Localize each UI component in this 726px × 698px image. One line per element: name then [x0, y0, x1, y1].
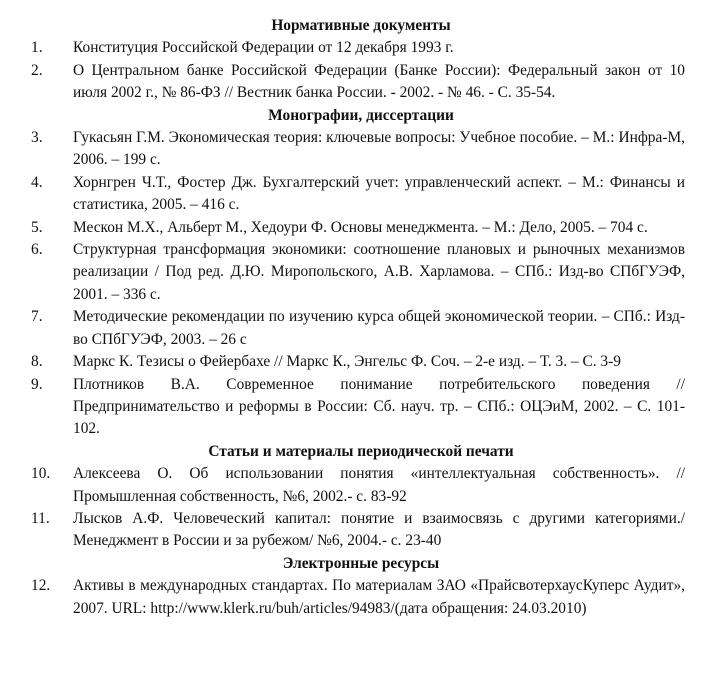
list-item: [0, 351, 685, 373]
list-item: [0, 217, 685, 239]
item-text: Активы в международных стандартах. По материалам ЗАО «ПрайсвотерхаусКуперс Аудит», 2007. URL: http://www.klerk.ru/buh/articles/94983/(дата обращения: 24.03.2010): [73, 577, 685, 617]
item-text: О Центральном банке Российской Федерации (Банке России): Федеральный закон от 10 июля 2002 г., № 86-ФЗ // Вестник банка России. - 2002. - № 46. - С. 35-54.: [73, 61, 685, 102]
item-number: 8.: [31, 353, 43, 371]
item-number: 9.: [31, 375, 43, 393]
list-item: [0, 306, 685, 351]
item-number: 6.: [31, 241, 43, 259]
item-text: Хорнгрен Ч.Т., Фостер Дж. Бухгалтерский учет: управленческий аспект. – М.: Финансы и статистика, 2005. – 416 с.: [73, 173, 685, 214]
list-item: [0, 575, 685, 620]
item-text: Алексеева О. Об использовании понятия «интеллектуальная собственность». // Промышленная собственность, №6, 2002.- с. 83-92: [73, 465, 685, 505]
list-item: [0, 127, 685, 172]
item-number: 3.: [31, 129, 43, 147]
section-heading-monographs: Монографии, диссертации: [268, 106, 454, 124]
list-item: [0, 374, 685, 441]
item-number: 4.: [31, 173, 43, 191]
item-number: 1.: [31, 39, 43, 57]
item-number: 7.: [31, 308, 43, 326]
list-item: [0, 172, 685, 217]
item-number: 2.: [31, 61, 43, 79]
item-number: 10.: [31, 465, 51, 483]
item-text: Маркс К. Тезисы о Фейербахе // Маркс К., Энгельс Ф. Соч. – 2-е изд. – Т. 3. – С. 3-9: [73, 353, 621, 371]
item-text: Методические рекомендации по изучению курса общей экономической теории. – СПб.: Изд-во СПбГУЭФ, 2003. – 26 с: [73, 308, 685, 348]
section-heading-periodicals: Статьи и материалы периодической печати: [208, 442, 514, 460]
section-heading-electronic: Электронные ресурсы: [282, 554, 440, 572]
item-number: 11.: [31, 509, 50, 527]
item-text: Структурная трансформация экономики: соотношение плановых и рыночных механизмов реализации / Под ред. Д.Ю. Миропольского, А.В. Харламова. – СПб.: Изд-во СПбГУЭФ, 2001. – 336 с.: [73, 241, 685, 303]
item-text: Мескон М.Х., Альберт М., Хедоури Ф. Основы менеджмента. – М.: Дело, 2005. – 704 с.: [73, 218, 648, 236]
list-item: [0, 60, 685, 105]
list-item: [0, 239, 685, 306]
item-text: Плотников В.А. Современное понимание потребительского поведения // Предпринимательство и реформы в России: Сб. науч. тр. – СПб.: ОЦЭиМ, 2002. – С. 101-102.: [73, 375, 685, 438]
item-text: Лысков А.Ф. Человеческий капитал: понятие и взаимосвязь с другими категориями./ Менеджмент в России и за рубежом/ №6, 2004.- с. 23-40: [73, 509, 685, 550]
section-heading-normative: Нормативные документы: [271, 17, 451, 34]
item-text: Гукасьян Г.М. Экономическая теория: ключевые вопросы: Учебное пособие. – М.: Инфра-М, 2006. – 199 с.: [73, 129, 685, 169]
item-number: 12.: [31, 577, 51, 595]
list-item: [0, 37, 685, 59]
item-text: Конституция Российской Федерации от 12 декабря 1993 г.: [73, 39, 454, 57]
list-item: [0, 508, 685, 553]
item-number: 5.: [31, 218, 43, 236]
list-item: [0, 463, 685, 508]
